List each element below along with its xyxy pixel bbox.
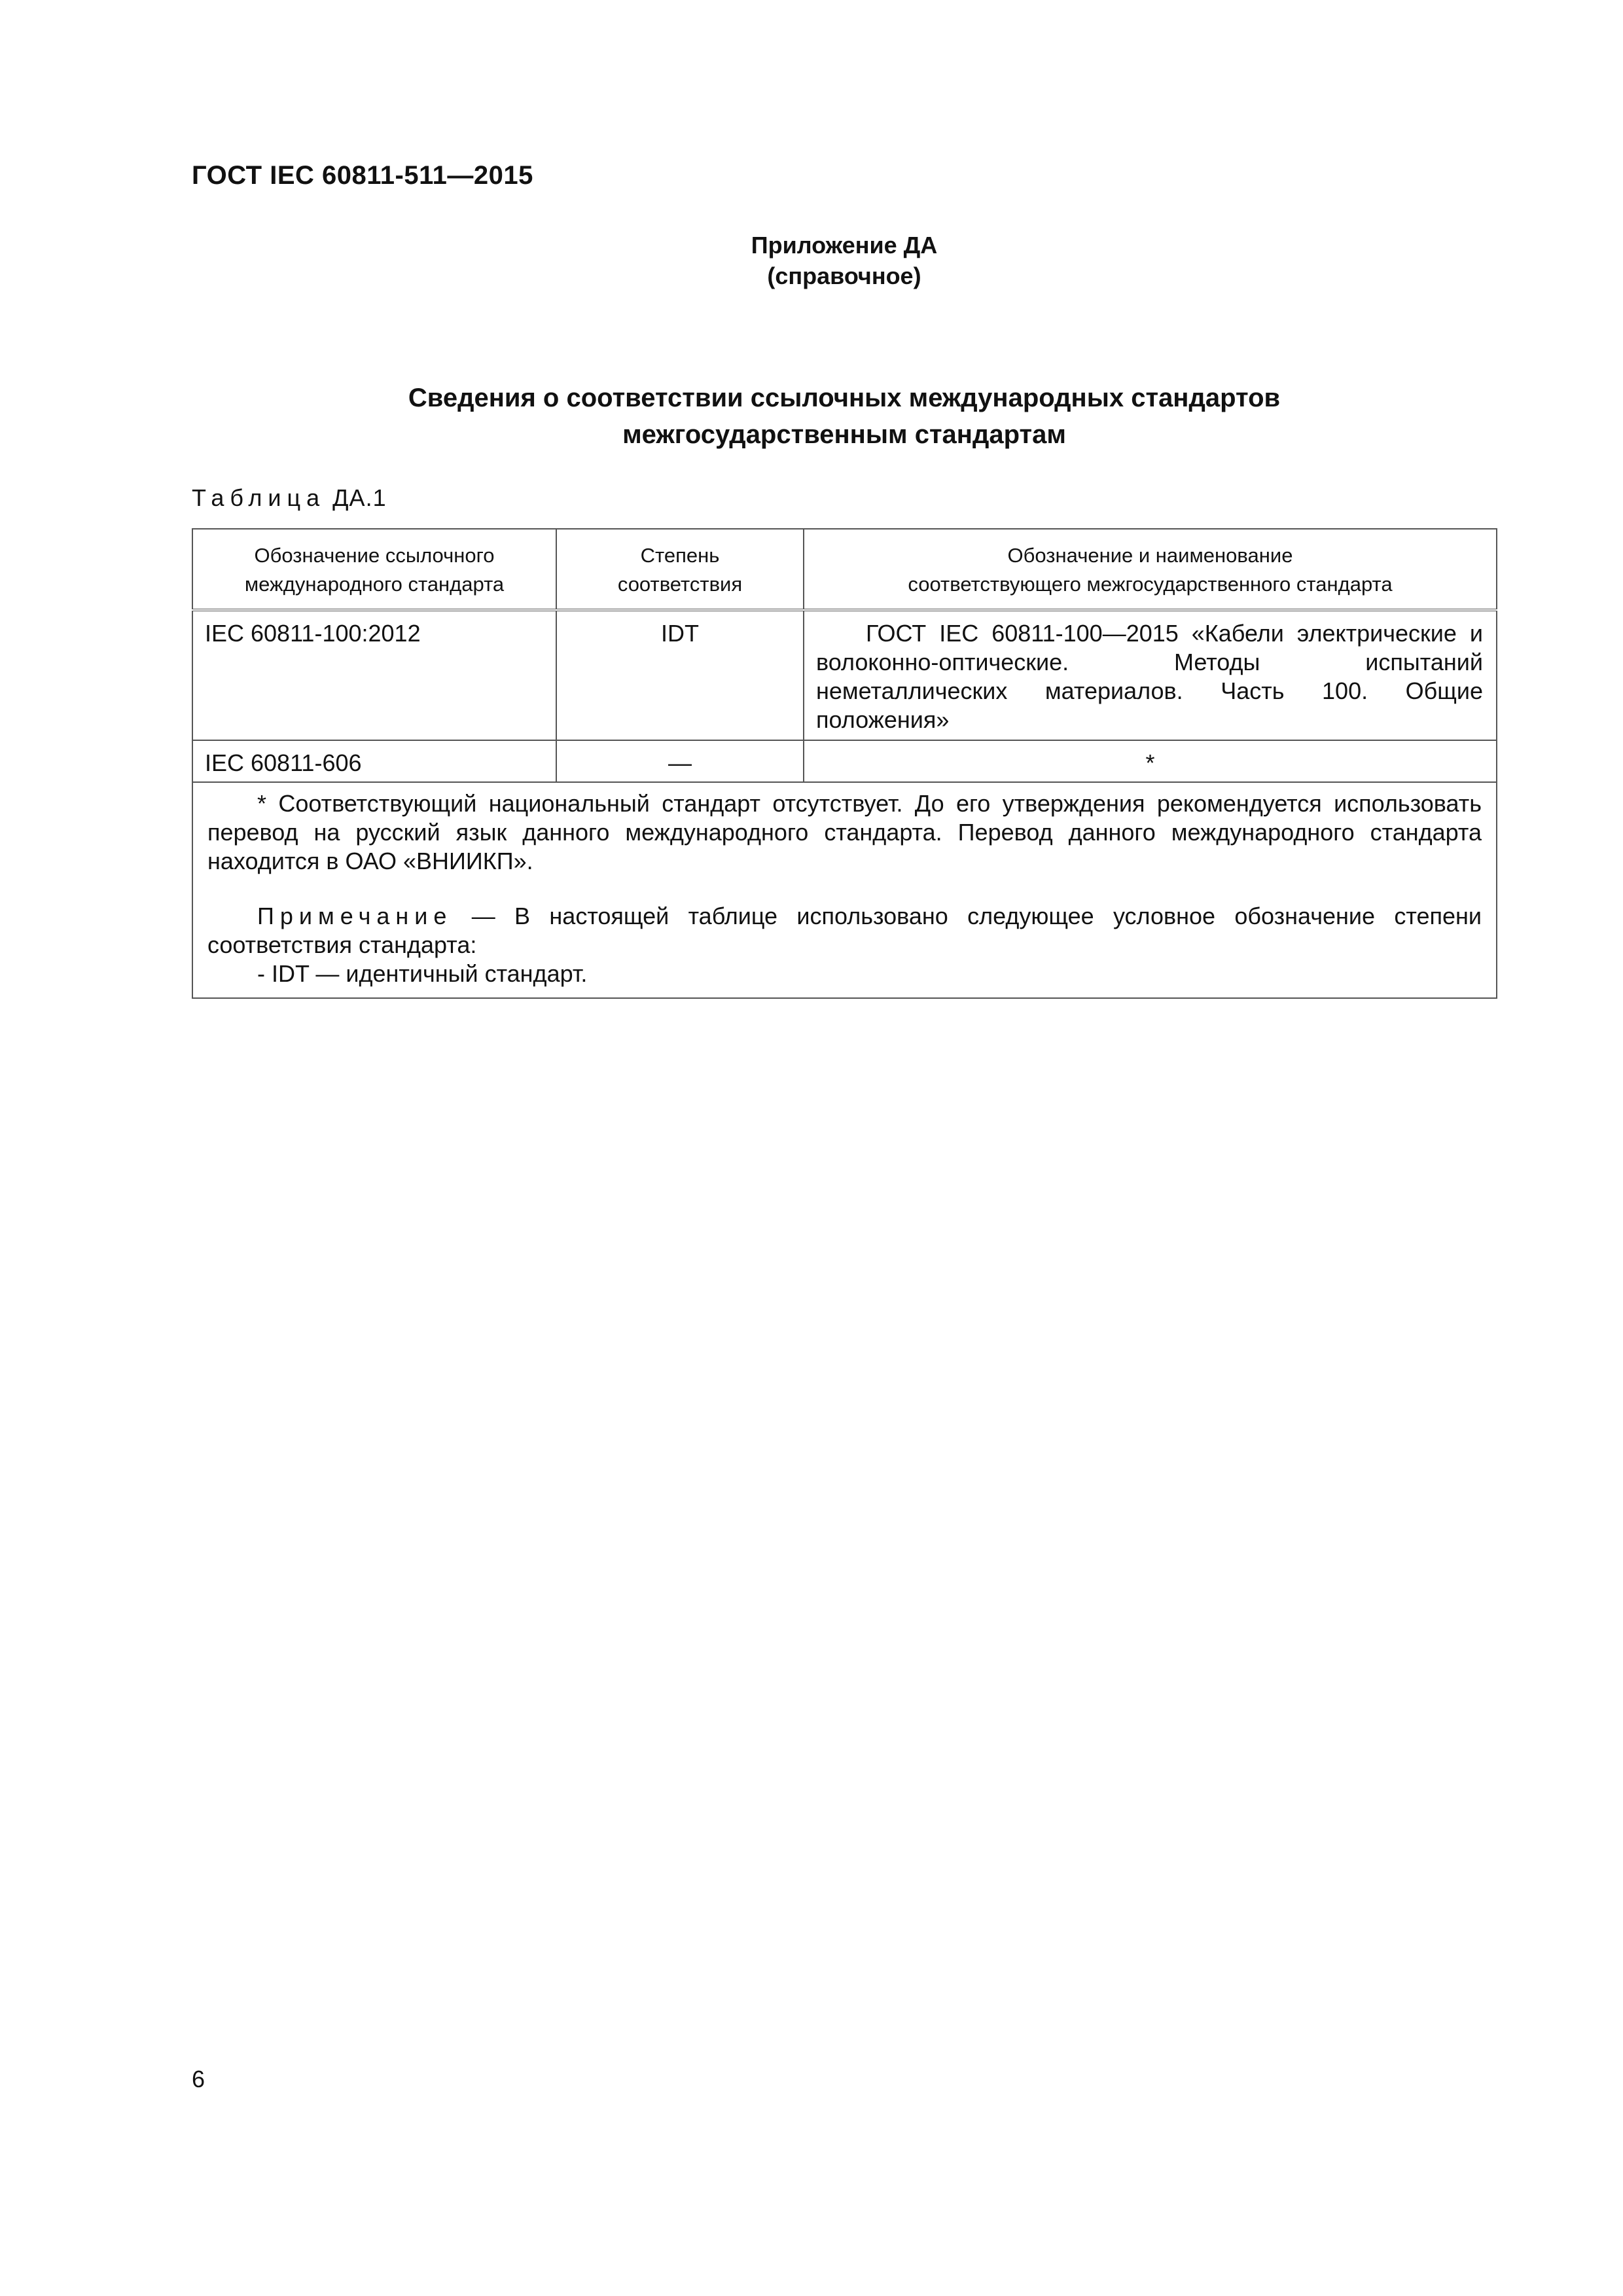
header-col3-line2: соответствующего межгосударственного стандарта [908, 573, 1393, 596]
table-row [192, 740, 1497, 782]
header-interstate-standard [804, 529, 1497, 610]
table-caption-word: Таблица [192, 484, 326, 511]
note-paragraph [207, 902, 1482, 960]
table-caption-number: ДА.1 [332, 484, 387, 511]
header-reference-standard [192, 529, 556, 610]
table-notes-row [192, 782, 1497, 998]
table-row [192, 610, 1497, 740]
document-header: ГОСТ IEC 60811-511—2015 [192, 161, 533, 190]
table-note [207, 902, 1482, 988]
section-title-line1: Сведения о соответствии ссылочных международных стандартов [408, 384, 1281, 412]
row2-degree: — [556, 740, 804, 782]
header-col2-line2: соответствия [617, 573, 743, 596]
note-item: - IDT — идентичный стандарт. [257, 960, 588, 987]
page-number: 6 [192, 2066, 205, 2092]
header-col3-line1: Обозначение и наименование [1007, 544, 1293, 567]
row1-degree: IDT [556, 610, 804, 740]
header-degree [556, 529, 804, 610]
table-caption [192, 484, 387, 512]
note-label: Примечание [257, 903, 453, 929]
row2-name: * [804, 740, 1497, 782]
header-col1-line2: международного стандарта [244, 573, 505, 596]
reference-table [192, 528, 1497, 999]
note-text: — В настоящей таблице использовано следующее условное обозначение степени соответствия стандарта: [207, 903, 1482, 958]
appendix-kind: (справочное) [767, 262, 921, 289]
notes-cell [192, 782, 1497, 998]
row1-code: IEC 60811-100:2012 [192, 610, 556, 740]
reference-table-wrapper [192, 528, 1496, 999]
header-col1-line1: Обозначение ссылочного [254, 544, 495, 567]
row1-name: ГОСТ IEC 60811-100—2015 «Кабели электрические и волоконно-оптические. Методы испытаний неметаллических материалов. Часть 100. Общие положения» [816, 620, 1483, 733]
row1-name-cell [804, 610, 1497, 740]
footnote-text: * Соответствующий национальный стандарт отсутствует. До его утверждения рекомендуется использовать перевод на русский язык данного международного стандарта. Перевод данного международного стандарта находится в ОАО «ВНИИКП». [207, 790, 1482, 874]
appendix-title: Приложение ДА [751, 232, 938, 259]
row2-code: IEC 60811-606 [192, 740, 556, 782]
table-header-row [192, 529, 1497, 610]
footnote [207, 789, 1482, 876]
header-col2-line1: Степень [640, 544, 720, 567]
section-title-line2: межгосударственным стандартам [622, 420, 1066, 449]
